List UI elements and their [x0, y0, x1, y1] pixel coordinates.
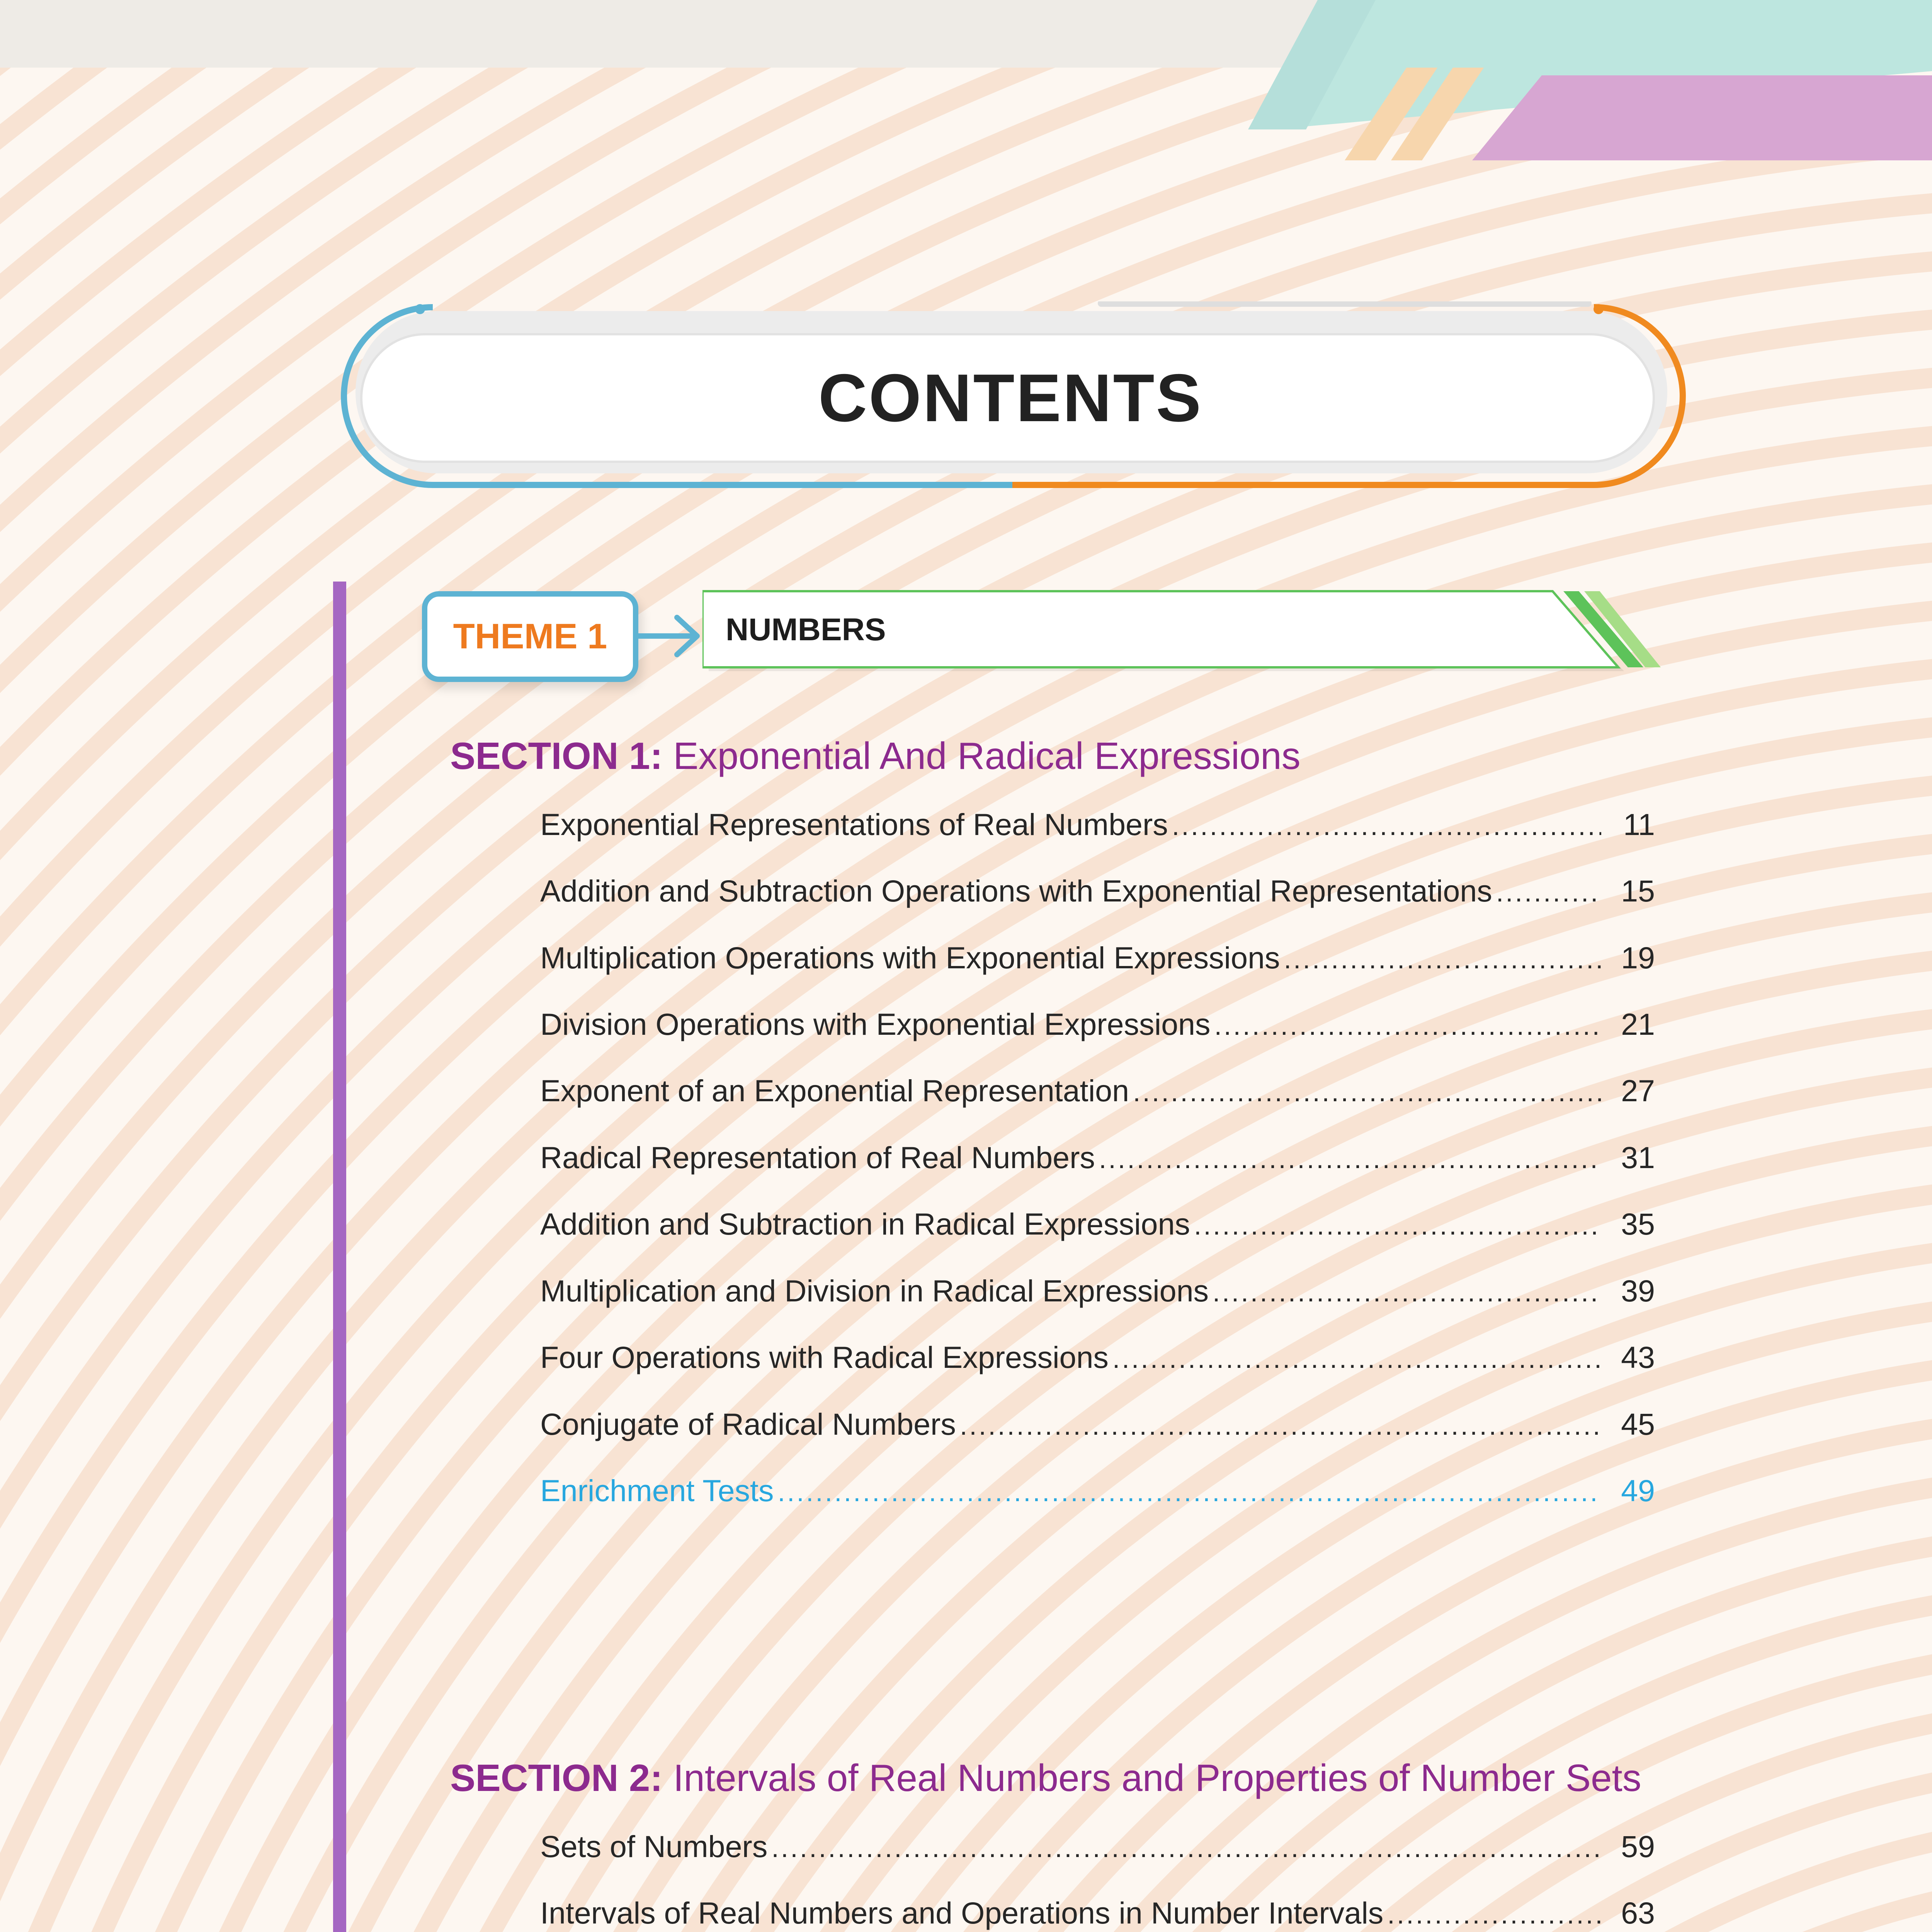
- toc-entry[interactable]: [540, 1073, 1655, 1116]
- dot-leader: [1387, 1899, 1601, 1930]
- dot-leader: [1496, 877, 1601, 908]
- toc-entry[interactable]: [540, 1340, 1655, 1382]
- toc-entry-title: Four Operations with Radical Expressions: [540, 1340, 1109, 1374]
- toc-entry-title: Sets of Numbers: [540, 1829, 768, 1864]
- toc-entry-title: Division Operations with Exponential Expressions: [540, 1007, 1211, 1041]
- toc-entry[interactable]: [540, 1273, 1655, 1316]
- dot-leader: [1284, 944, 1601, 975]
- dot-leader: [1112, 1343, 1601, 1374]
- toc-entry-enrichment[interactable]: [540, 1473, 1655, 1515]
- toc-entry[interactable]: [540, 1895, 1655, 1932]
- theme-label: THEME 1: [422, 591, 638, 682]
- toc-entry[interactable]: [540, 873, 1655, 916]
- toc-entry-title: Conjugate of Radical Numbers: [540, 1407, 956, 1441]
- toc-entry-page: 27: [1621, 1073, 1655, 1108]
- toc-entry-page: 15: [1621, 874, 1655, 908]
- theme-name: NUMBERS: [726, 612, 886, 647]
- toc-entry[interactable]: [540, 1406, 1655, 1449]
- toc-entry[interactable]: [540, 1007, 1655, 1049]
- dot-leader: [1213, 1277, 1601, 1308]
- dot-leader: [777, 1476, 1601, 1507]
- toc-entry[interactable]: [540, 940, 1655, 983]
- page-title: CONTENTS: [818, 360, 1203, 436]
- dot-leader: [960, 1410, 1601, 1441]
- section-title: Intervals of Real Numbers and Properties of Number Sets: [673, 1757, 1641, 1799]
- dot-leader: [1099, 1143, 1601, 1174]
- toc-entry-title: Addition and Subtraction in Radical Expressions: [540, 1207, 1190, 1241]
- toc-entry-title: Intervals of Real Numbers and Operations in Number Intervals: [540, 1896, 1384, 1930]
- toc-entry-title: Multiplication and Division in Radical Expressions: [540, 1274, 1209, 1308]
- dot-leader: [1133, 1077, 1601, 1107]
- contents-title-frame: [328, 301, 1692, 495]
- toc-entry-title: Exponential Representations of Real Numbers: [540, 807, 1168, 842]
- arrow-right-icon: [638, 609, 704, 663]
- dot-leader: [1172, 810, 1601, 841]
- toc-entry-page: 31: [1621, 1140, 1655, 1175]
- toc-entry-title: Multiplication Operations with Exponential Expressions: [540, 940, 1280, 975]
- toc-entry[interactable]: [540, 807, 1655, 849]
- side-bar: [333, 582, 346, 1932]
- toc-entry-page: 45: [1621, 1407, 1655, 1441]
- toc-entry-title: Enrichment Tests: [540, 1473, 774, 1508]
- toc-entry-page: 59: [1621, 1829, 1655, 1864]
- toc-entry-page: 35: [1621, 1207, 1655, 1241]
- theme-name-banner: [702, 588, 1661, 675]
- dot-leader: [771, 1832, 1601, 1863]
- section-number: SECTION 2:: [450, 1757, 663, 1799]
- toc-entry-page: 49: [1621, 1473, 1655, 1508]
- toc-entry[interactable]: [540, 1829, 1655, 1871]
- toc-entry-page: 39: [1621, 1274, 1655, 1308]
- toc-entry[interactable]: [540, 1140, 1655, 1182]
- toc-entry-title: Addition and Subtraction Operations with Exponential Representations: [540, 874, 1492, 908]
- section-number: SECTION 1:: [450, 735, 663, 777]
- toc-entry[interactable]: [540, 1206, 1655, 1249]
- toc-entry-title: Exponent of an Exponential Representation: [540, 1073, 1129, 1108]
- toc-entry-page: 63: [1621, 1896, 1655, 1930]
- section-heading: [450, 1756, 1641, 1800]
- toc-entry-page: 11: [1623, 807, 1655, 842]
- section-heading: [450, 734, 1301, 778]
- toc-entry-page: 43: [1621, 1340, 1655, 1374]
- section-title: Exponential And Radical Expressions: [673, 735, 1301, 777]
- toc-entry-page: 19: [1621, 940, 1655, 975]
- dot-leader: [1194, 1210, 1601, 1241]
- dot-leader: [1214, 1010, 1601, 1041]
- toc-entry-title: Radical Representation of Real Numbers: [540, 1140, 1095, 1175]
- toc-entry-page: 21: [1621, 1007, 1655, 1041]
